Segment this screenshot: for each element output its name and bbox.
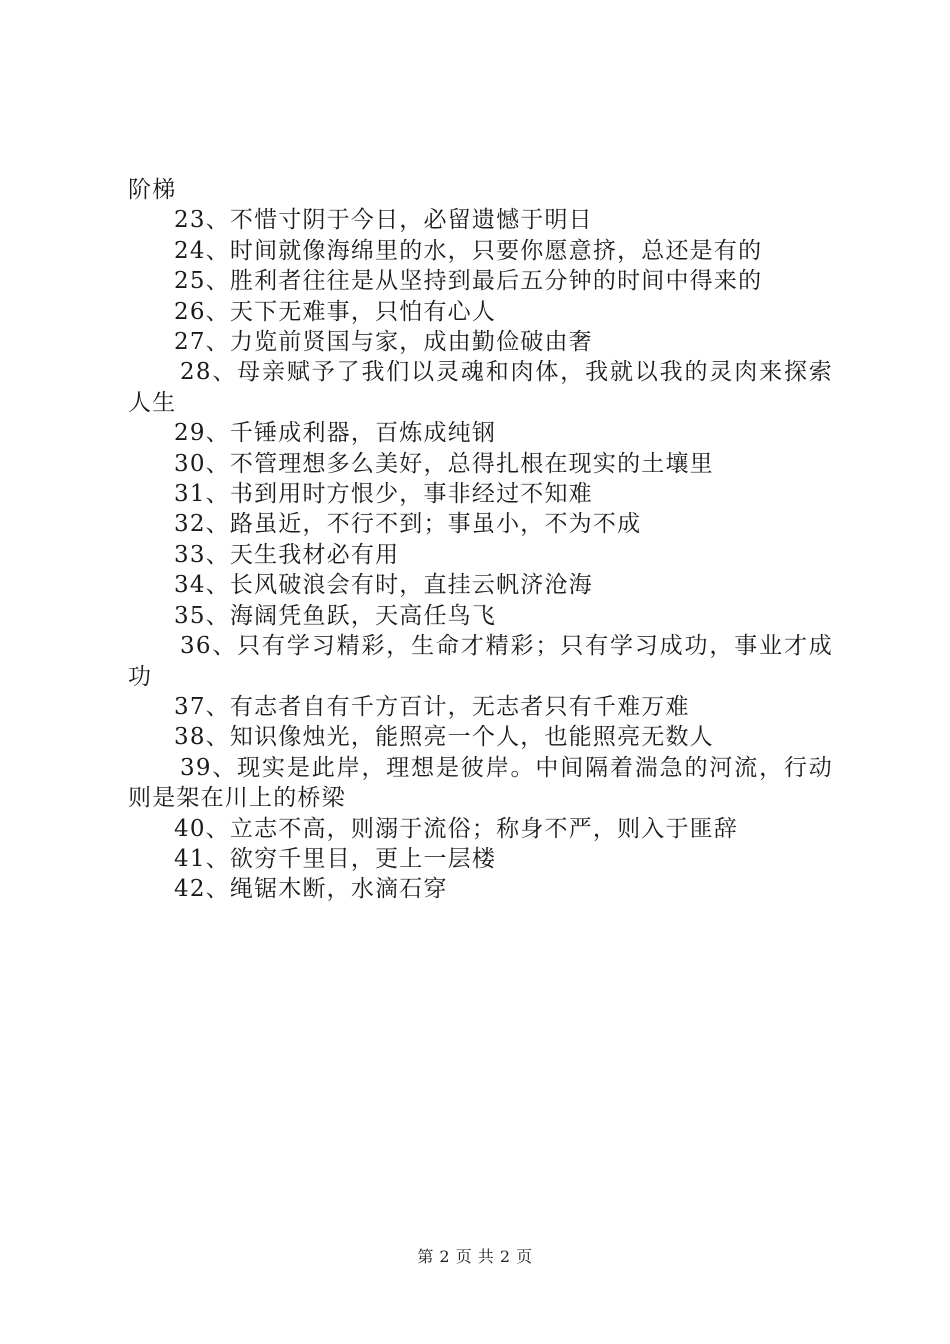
quote-32: 32、路虽近，不行不到；事虽小，不为不成 bbox=[174, 511, 642, 538]
quote-25: 25、胜利者往往是从坚持到最后五分钟的时间中得来的 bbox=[174, 268, 763, 295]
quote-35: 35、海阔凭鱼跃，天高任鸟飞 bbox=[174, 602, 497, 629]
page-number-footer: 第 2 页 共 2 页 bbox=[417, 1247, 533, 1266]
quote-36: 36、只有学习精彩，生命才精彩；只有学习成功，事业才成功 bbox=[128, 633, 833, 690]
quote-42: 42、绳锯木断，水滴石穿 bbox=[174, 876, 448, 903]
quote-34: 34、长风破浪会有时，直挂云帆济沧海 bbox=[174, 572, 593, 599]
quote-39: 39、现实是此岸，理想是彼岸。中间隔着湍急的河流，行动则是架在川上的桥梁 bbox=[128, 754, 833, 812]
quote-27: 27、力览前贤国与家，成由勤俭破由奢 bbox=[174, 329, 593, 356]
quote-29: 29、千锤成利器，百炼成纯钢 bbox=[174, 420, 497, 447]
quote-23: 23、不惜寸阴于今日，必留遗憾于明日 bbox=[174, 207, 593, 234]
quote-26: 26、天下无难事，只怕有心人 bbox=[174, 298, 497, 325]
document-body bbox=[128, 175, 833, 905]
quote-33: 33、天生我材必有用 bbox=[174, 541, 400, 568]
quote-28: 28、母亲赋予了我们以灵魂和肉体，我就以我的灵肉来探索人生 bbox=[128, 359, 833, 416]
quote-30: 30、不管理想多么美好，总得扎根在现实的土壤里 bbox=[174, 450, 714, 477]
quote-31: 31、书到用时方恨少，事非经过不知难 bbox=[174, 481, 593, 508]
paragraph-continuation: 阶梯 bbox=[128, 177, 177, 203]
quote-40: 40、立志不高，则溺于流俗；称身不严，则入于匪辞 bbox=[174, 815, 739, 842]
quote-37: 37、有志者自有千方百计，无志者只有千难万难 bbox=[174, 693, 690, 720]
quote-41: 41、欲穷千里目，更上一层楼 bbox=[174, 845, 497, 872]
quote-24: 24、时间就像海绵里的水，只要你愿意挤，总还是有的 bbox=[174, 237, 763, 264]
quote-38: 38、知识像烛光，能照亮一个人，也能照亮无数人 bbox=[174, 724, 714, 751]
